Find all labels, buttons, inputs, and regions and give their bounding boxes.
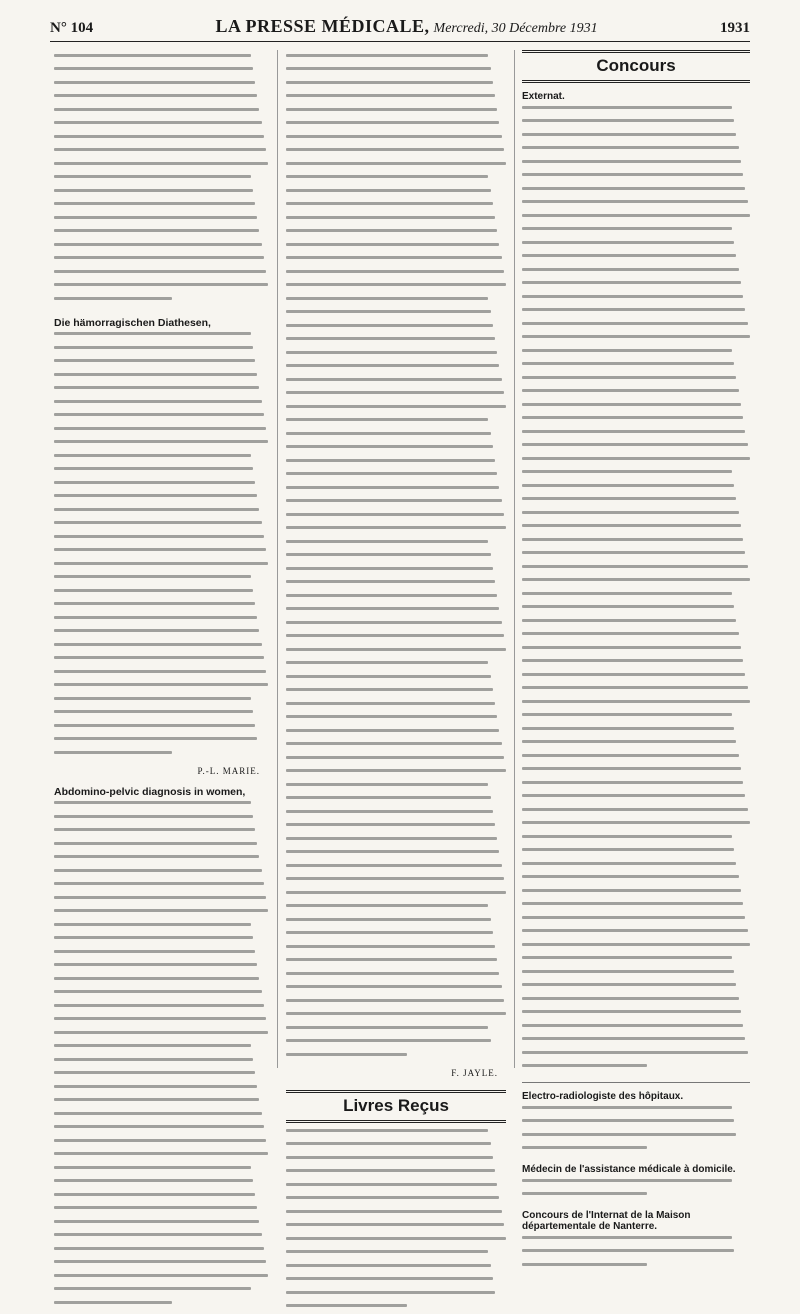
text-line xyxy=(522,1263,750,1273)
text-line xyxy=(54,589,268,599)
text-line xyxy=(522,497,750,507)
text-line xyxy=(54,202,268,212)
text-line xyxy=(54,413,268,423)
text-block xyxy=(522,1179,750,1203)
text-line xyxy=(286,945,506,955)
text-line xyxy=(286,67,506,77)
text-line xyxy=(54,162,268,172)
issue-year: 1931 xyxy=(720,20,750,37)
text-line xyxy=(54,1112,268,1122)
text-line xyxy=(286,324,506,334)
text-block xyxy=(54,54,268,307)
column-middle xyxy=(286,50,506,1068)
text-line xyxy=(286,621,506,631)
text-line xyxy=(54,346,268,356)
text-line xyxy=(54,467,268,477)
text-line xyxy=(54,724,268,734)
text-line xyxy=(522,1037,750,1047)
text-line xyxy=(286,270,506,280)
text-line xyxy=(286,1250,506,1260)
text-line xyxy=(286,135,506,145)
text-line xyxy=(54,1071,268,1081)
text-line xyxy=(54,1233,268,1243)
text-line xyxy=(522,1106,750,1116)
subsection-heading: Externat. xyxy=(522,91,750,102)
text-line xyxy=(286,702,506,712)
author-signature: P.-L. MARIE. xyxy=(54,766,260,776)
text-line xyxy=(286,810,506,820)
text-line xyxy=(522,511,750,521)
text-line xyxy=(522,524,750,534)
text-line xyxy=(286,1277,506,1287)
text-line xyxy=(522,1064,750,1074)
text-line xyxy=(54,643,268,653)
text-line xyxy=(286,661,506,671)
text-line xyxy=(286,283,506,293)
text-line xyxy=(54,521,268,531)
text-line xyxy=(54,1247,268,1257)
text-line xyxy=(54,283,268,293)
text-line xyxy=(286,837,506,847)
text-line xyxy=(522,578,750,588)
text-line xyxy=(286,985,506,995)
text-line xyxy=(286,580,506,590)
text-line xyxy=(54,1274,268,1284)
text-line xyxy=(522,970,750,980)
text-line xyxy=(54,683,268,693)
section-title: Livres Reçus xyxy=(286,1090,506,1123)
text-line xyxy=(54,697,268,707)
text-line xyxy=(54,175,268,185)
column-right xyxy=(522,50,750,1068)
text-line xyxy=(54,108,268,118)
text-line xyxy=(54,710,268,720)
text-line xyxy=(54,121,268,131)
text-line xyxy=(522,956,750,966)
text-block xyxy=(522,1236,750,1273)
text-line xyxy=(286,148,506,158)
text-line xyxy=(54,359,268,369)
text-line xyxy=(286,162,506,172)
text-line xyxy=(54,229,268,239)
text-line xyxy=(286,1183,506,1193)
text-line xyxy=(286,634,506,644)
text-line xyxy=(522,808,750,818)
text-line xyxy=(286,1291,506,1301)
text-line xyxy=(286,175,506,185)
text-line xyxy=(54,400,268,410)
text-line xyxy=(522,686,750,696)
text-line xyxy=(286,418,506,428)
text-line xyxy=(54,1017,268,1027)
text-line xyxy=(522,794,750,804)
text-line xyxy=(522,268,750,278)
text-line xyxy=(54,562,268,572)
text-line xyxy=(54,1125,268,1135)
text-line xyxy=(286,54,506,64)
text-line xyxy=(522,187,750,197)
text-line xyxy=(522,592,750,602)
text-line xyxy=(54,481,268,491)
text-line xyxy=(54,216,268,226)
text-block xyxy=(286,1129,506,1314)
text-line xyxy=(54,616,268,626)
text-line xyxy=(522,1236,750,1246)
subsection-heading: Electro-radiologiste des hôpitaux. xyxy=(522,1091,750,1102)
text-line xyxy=(522,200,750,210)
text-line xyxy=(286,256,506,266)
text-line xyxy=(286,796,506,806)
text-line xyxy=(54,54,268,64)
text-block xyxy=(54,332,268,761)
text-line xyxy=(54,1220,268,1230)
text-line xyxy=(522,781,750,791)
text-line xyxy=(286,1026,506,1036)
text-line xyxy=(54,427,268,437)
text-line xyxy=(54,1098,268,1108)
text-line xyxy=(522,889,750,899)
text-line xyxy=(522,673,750,683)
text-line xyxy=(54,440,268,450)
text-line xyxy=(522,308,750,318)
text-block xyxy=(522,1106,750,1157)
text-line xyxy=(54,148,268,158)
text-line xyxy=(54,454,268,464)
text-line xyxy=(286,1223,506,1233)
text-line xyxy=(522,133,750,143)
text-line xyxy=(286,904,506,914)
text-line xyxy=(54,1193,268,1203)
text-line xyxy=(522,160,750,170)
text-line xyxy=(522,902,750,912)
text-line xyxy=(522,457,750,467)
text-line xyxy=(54,842,268,852)
text-line xyxy=(54,990,268,1000)
text-line xyxy=(522,484,750,494)
text-line xyxy=(286,189,506,199)
text-line xyxy=(522,376,750,386)
text-line xyxy=(54,602,268,612)
text-line xyxy=(286,1012,506,1022)
text-line xyxy=(286,229,506,239)
text-line xyxy=(522,1249,750,1259)
text-line xyxy=(286,553,506,563)
text-line xyxy=(286,1156,506,1166)
text-line xyxy=(54,1044,268,1054)
text-line xyxy=(286,783,506,793)
text-line xyxy=(54,670,268,680)
text-line xyxy=(286,378,506,388)
text-line xyxy=(522,389,750,399)
subsection-heading: Concours de l'Internat de la Maison départementale de Nanterre. xyxy=(522,1210,750,1232)
section-title: Concours xyxy=(522,50,750,83)
text-line xyxy=(522,821,750,831)
text-line xyxy=(522,430,750,440)
text-line xyxy=(54,1166,268,1176)
column-divider xyxy=(514,50,515,1068)
text-line xyxy=(286,1053,506,1063)
text-line xyxy=(522,767,750,777)
text-line xyxy=(286,1129,506,1139)
text-line xyxy=(286,972,506,982)
text-block xyxy=(522,106,750,1075)
text-line xyxy=(286,688,506,698)
text-line xyxy=(286,567,506,577)
text-line xyxy=(286,675,506,685)
text-line xyxy=(54,882,268,892)
text-line xyxy=(54,1301,268,1311)
text-line xyxy=(286,513,506,523)
text-line xyxy=(522,1179,750,1189)
text-line xyxy=(522,659,750,669)
text-line xyxy=(522,727,750,737)
text-line xyxy=(522,929,750,939)
text-line xyxy=(522,1024,750,1034)
text-line xyxy=(522,106,750,116)
text-line xyxy=(54,977,268,987)
journal-title: LA PRESSE MÉDICALE, xyxy=(215,16,429,36)
text-line xyxy=(522,227,750,237)
text-line xyxy=(286,216,506,226)
text-line xyxy=(286,769,506,779)
text-line xyxy=(522,619,750,629)
text-line xyxy=(286,742,506,752)
text-line xyxy=(522,403,750,413)
text-line xyxy=(522,1192,750,1202)
text-line xyxy=(286,459,506,469)
text-line xyxy=(286,364,506,374)
text-line xyxy=(522,1051,750,1061)
text-line xyxy=(522,322,750,332)
text-line xyxy=(286,756,506,766)
text-line xyxy=(286,540,506,550)
text-line xyxy=(286,391,506,401)
text-line xyxy=(54,373,268,383)
text-line xyxy=(286,499,506,509)
text-line xyxy=(54,1179,268,1189)
text-line xyxy=(54,297,268,307)
review-heading: Abdomino-pelvic diagnosis in women, xyxy=(54,786,268,798)
text-line xyxy=(522,119,750,129)
text-line xyxy=(522,241,750,251)
text-line xyxy=(54,270,268,280)
text-line xyxy=(54,94,268,104)
text-line xyxy=(522,281,750,291)
text-line xyxy=(286,202,506,212)
text-line xyxy=(54,243,268,253)
text-line xyxy=(286,526,506,536)
text-line xyxy=(522,916,750,926)
text-line xyxy=(286,891,506,901)
text-line xyxy=(522,173,750,183)
text-line xyxy=(522,848,750,858)
section-divider xyxy=(522,1082,750,1083)
text-line xyxy=(54,494,268,504)
text-line xyxy=(522,754,750,764)
text-line xyxy=(522,605,750,615)
text-line xyxy=(522,349,750,359)
text-line xyxy=(54,963,268,973)
text-line xyxy=(286,297,506,307)
text-line xyxy=(522,565,750,575)
text-line xyxy=(54,189,268,199)
text-line xyxy=(522,875,750,885)
text-line xyxy=(522,443,750,453)
text-line xyxy=(522,295,750,305)
text-line xyxy=(286,999,506,1009)
text-line xyxy=(286,1264,506,1274)
text-line xyxy=(54,815,268,825)
text-line xyxy=(54,855,268,865)
text-line xyxy=(54,508,268,518)
text-line xyxy=(54,629,268,639)
text-line xyxy=(522,551,750,561)
text-line xyxy=(286,850,506,860)
text-line xyxy=(286,864,506,874)
issue-number: N° 104 xyxy=(50,20,93,37)
subsection-heading: Médecin de l'assistance médicale à domicile. xyxy=(522,1164,750,1175)
text-line xyxy=(522,740,750,750)
text-line xyxy=(522,470,750,480)
text-line xyxy=(54,81,268,91)
text-line xyxy=(286,486,506,496)
text-line xyxy=(522,1133,750,1143)
column-divider xyxy=(277,50,278,1068)
text-line xyxy=(286,432,506,442)
text-line xyxy=(286,121,506,131)
text-line xyxy=(286,405,506,415)
text-line xyxy=(286,472,506,482)
text-line xyxy=(54,1287,268,1297)
text-line xyxy=(54,1206,268,1216)
text-line xyxy=(286,594,506,604)
text-line xyxy=(286,445,506,455)
text-line xyxy=(54,1004,268,1014)
text-line xyxy=(54,751,268,761)
text-line xyxy=(522,646,750,656)
text-line xyxy=(522,713,750,723)
text-line xyxy=(54,950,268,960)
issue-date: Mercredi, 30 Décembre 1931 xyxy=(434,21,598,36)
text-line xyxy=(286,1210,506,1220)
text-line xyxy=(286,94,506,104)
text-line xyxy=(522,997,750,1007)
text-line xyxy=(522,983,750,993)
text-line xyxy=(522,362,750,372)
text-line xyxy=(54,575,268,585)
text-line xyxy=(54,828,268,838)
text-line xyxy=(286,648,506,658)
text-line xyxy=(54,135,268,145)
text-line xyxy=(522,335,750,345)
text-line xyxy=(54,1152,268,1162)
text-line xyxy=(286,931,506,941)
text-line xyxy=(286,108,506,118)
text-line xyxy=(54,548,268,558)
text-line xyxy=(54,535,268,545)
text-line xyxy=(286,918,506,928)
text-line xyxy=(522,146,750,156)
text-line xyxy=(286,715,506,725)
text-line xyxy=(286,1304,506,1314)
text-line xyxy=(286,958,506,968)
text-line xyxy=(522,416,750,426)
text-line xyxy=(286,310,506,320)
author-signature: F. JAYLE. xyxy=(286,1068,498,1078)
text-line xyxy=(286,81,506,91)
text-line xyxy=(286,243,506,253)
text-line xyxy=(54,737,268,747)
text-line xyxy=(286,877,506,887)
text-line xyxy=(54,67,268,77)
text-line xyxy=(54,656,268,666)
text-line xyxy=(522,943,750,953)
text-line xyxy=(54,896,268,906)
text-line xyxy=(286,1039,506,1049)
text-block xyxy=(54,801,268,1311)
text-line xyxy=(54,923,268,933)
text-line xyxy=(54,1085,268,1095)
text-line xyxy=(522,835,750,845)
text-line xyxy=(54,869,268,879)
text-line xyxy=(286,337,506,347)
text-line xyxy=(522,632,750,642)
text-line xyxy=(286,1196,506,1206)
text-line xyxy=(522,538,750,548)
text-line xyxy=(286,351,506,361)
text-line xyxy=(286,729,506,739)
page-header xyxy=(50,16,750,42)
text-block xyxy=(286,54,506,1063)
text-line xyxy=(286,1169,506,1179)
text-line xyxy=(286,607,506,617)
text-line xyxy=(522,254,750,264)
text-line xyxy=(54,332,268,342)
text-line xyxy=(54,801,268,811)
text-line xyxy=(54,909,268,919)
text-line xyxy=(522,214,750,224)
text-line xyxy=(286,823,506,833)
masthead xyxy=(215,16,597,37)
text-line xyxy=(522,700,750,710)
text-line xyxy=(54,1139,268,1149)
text-line xyxy=(286,1142,506,1152)
text-line xyxy=(522,1119,750,1129)
text-line xyxy=(54,936,268,946)
text-line xyxy=(54,386,268,396)
text-line xyxy=(54,1058,268,1068)
text-line xyxy=(522,862,750,872)
text-line xyxy=(522,1010,750,1020)
text-line xyxy=(54,256,268,266)
text-line xyxy=(286,1237,506,1247)
text-line xyxy=(522,1146,750,1156)
text-line xyxy=(54,1031,268,1041)
review-heading: Die hämorragischen Diathesen, xyxy=(54,317,268,329)
column-left xyxy=(54,50,268,1068)
text-line xyxy=(54,1260,268,1270)
